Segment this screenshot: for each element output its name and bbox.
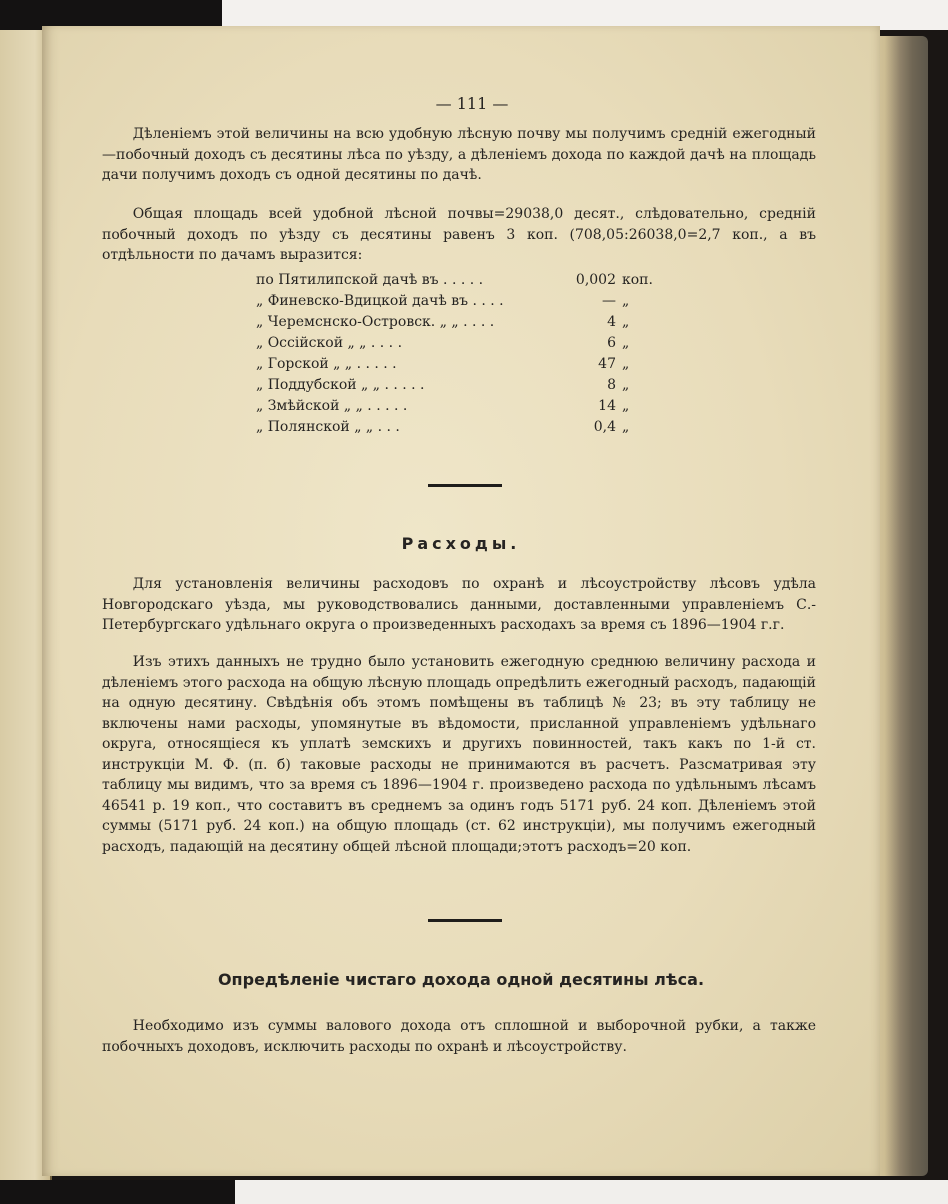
- section-divider: [428, 484, 502, 487]
- list-item: „ Змѣйской „ „ . . . . . 14 „: [256, 398, 630, 414]
- list-item: „ Оссійской „ „ . . . . 6 „: [256, 335, 630, 351]
- paragraph-income-per-desyatina: Дѣленіемъ этой величины на всю удобную лѣсную почву мы получимъ средній ежегодный—побочный доходъ съ десятины лѣса по уѣзду, а дѣленіемъ дохода по каждой дачѣ на площадь дачи получимъ доходъ съ одной десятины по дачѣ.: [102, 126, 816, 183]
- page-number: — 111 —: [435, 94, 509, 113]
- book-page: [42, 26, 880, 1176]
- list-item: по Пятилипской дачѣ въ . . . . . 0,002 коп.: [256, 272, 653, 288]
- paragraph-total-area: Общая площадь всей удобной лѣсной почвы=29038,0 десят., слѣдовательно, средній побочный доходъ по уѣзду съ десятины равенъ 3 коп. (708,05:26038,0=2,7 коп., а въ отдѣльности по дачамъ выразится:: [102, 206, 816, 263]
- section-heading-net-income: Опредѣленіе чистаго дохода одной десятины лѣса.: [217, 970, 705, 989]
- paragraph-expenses-source: Для установленія величины расходовъ по охранѣ и лѣсоустройству лѣсовъ удѣла Новгородскаго уѣзда, мы руководствовались данными, доставленными управленіемъ С.-Петербургскаго удѣльнаго округа о произведенныхъ расходахъ за время съ 1896—1904 г.г.: [102, 576, 816, 633]
- list-item: „ Полянской „ „ . . . 0,4 „: [256, 419, 630, 435]
- list-item: „ Черемснско-Островск. „ „ . . . . 4 „: [256, 314, 630, 330]
- paragraph-net-income: Необходимо изъ суммы валового дохода отъ сплошной и выборочной рубки, а также побочныхъ доходовъ, исключить расходы по охранѣ и лѣсоустройству.: [102, 1018, 816, 1055]
- list-item: „ Поддубской „ „ . . . . . 8 „: [256, 377, 630, 393]
- paragraph-expenses-calculation: Изъ этихъ данныхъ не трудно было установить ежегодную среднюю величину расхода и дѣленіемъ этого расхода на общую лѣсную площадь опредѣлить ежегодный расходъ, падающій на одную десятину. Свѣдѣнія объ этомъ помѣщены въ таблицѣ № 23; въ эту таблицу не включены нами расходы, упомянутые въ вѣдомости, присланной управленіемъ удѣльнаго округа, относящіеся къ уплатѣ земскихъ и другихъ повинностей, такъ какъ по 1-й ст. инструкціи М. Ф. (п. б) таковые расходы не принимаются въ расчетъ. Разсматривая эту таблицу мы видимъ, что за время съ 1896—1904 г. произведено расхода по удѣльнымъ лѣсамъ 46541 р. 19 коп., что составитъ въ среднемъ за одинъ годъ 5171 руб. 24 коп. Дѣленіемъ этой суммы (5171 руб. 24 коп.) на общую площадь (ст. 62 инструкціи), мы получимъ ежегодный расходъ, падающій на десятину общей лѣсной площади;этотъ расходъ=20 коп.: [102, 654, 816, 855]
- list-item: „ Горской „ „ . . . . . 47 „: [256, 356, 630, 372]
- background-bottom-dark: [0, 1180, 235, 1204]
- section-heading-expenses: Расходы.: [401, 534, 521, 553]
- section-divider: [428, 919, 502, 922]
- list-item: „ Финевско-Вдицкой дачѣ въ . . . . — „: [256, 293, 630, 309]
- dacha-income-list: [256, 270, 696, 438]
